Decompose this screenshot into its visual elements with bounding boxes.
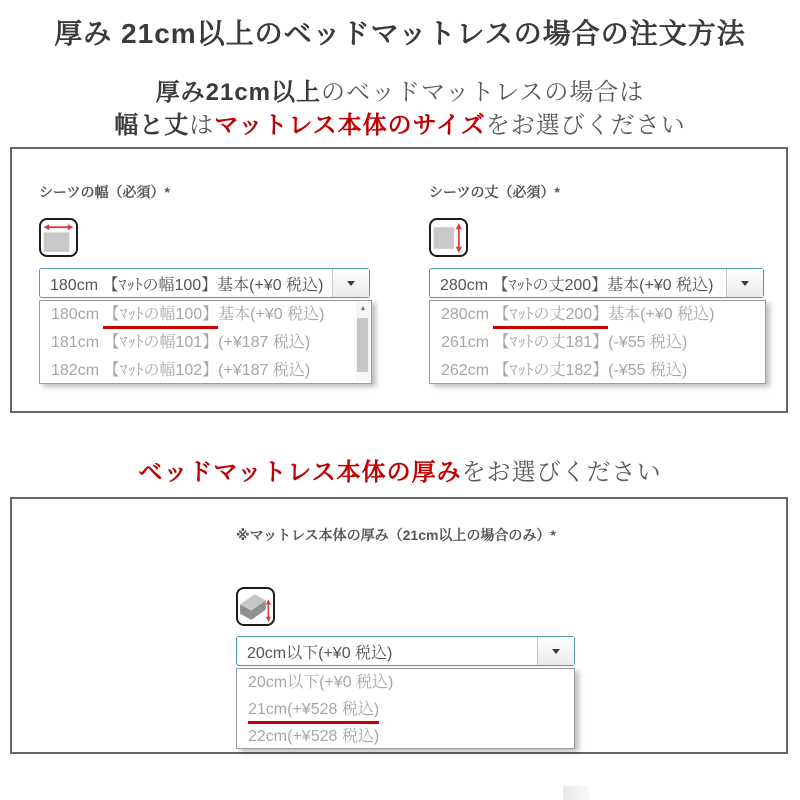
sheet-width-option-2[interactable]: 181cm 【ﾏｯﾄの幅101】(+¥187 税込) (51, 334, 311, 351)
mattress-width-arrow-icon (39, 218, 78, 257)
sheet-width-select[interactable] (39, 268, 370, 298)
subtitle-line2 (0, 105, 800, 140)
subtitle-line1-bold: 厚み21cm以上 (155, 79, 322, 106)
chevron-down-icon (741, 281, 749, 286)
sheet-width-selected-value: 180cm 【ﾏｯﾄの幅100】基本(+¥0 税込) (50, 276, 324, 294)
thickness-heading-red: ベッドマットレス本体の厚み (138, 459, 462, 486)
sheet-length-option-2[interactable]: 261cm 【ﾏｯﾄの丈181】(-¥55 税込) (441, 334, 688, 351)
thickness-heading (0, 452, 800, 487)
mattress-thickness-droplist (236, 668, 575, 749)
scrollbar-thumb[interactable] (357, 318, 368, 372)
subtitle-line1 (0, 72, 800, 107)
thickness-option-2[interactable] (237, 696, 574, 723)
width-length-panel (10, 147, 788, 413)
mattress-thickness-selected-value: 20cm以下(+¥0 税込) (247, 644, 393, 662)
sheet-length-dropdown-button[interactable] (726, 269, 763, 297)
sheet-width-label: シーツの幅（必須）* (39, 184, 170, 200)
subtitle-line2-bold: 幅と丈 (114, 112, 190, 139)
subtitle-line2-rest: をお選びください (485, 112, 686, 139)
sheet-length-select[interactable] (429, 268, 764, 298)
sheet-length-label: シーツの丈（必須）* (429, 184, 560, 200)
red-underlined-text: 21cm(+¥528 税込) (248, 700, 379, 724)
page-title: 厚み 21cm以上のベッドマットレスの場合の注文方法 (54, 18, 746, 49)
droplist-scrollbar[interactable] (356, 302, 370, 382)
mattress-length-arrow-graphic (431, 220, 466, 255)
scroll-up-icon[interactable]: ▲ (359, 305, 367, 312)
mattress-length-arrow-icon (429, 218, 468, 257)
sheet-length-droplist (429, 300, 766, 384)
thickness-option-1[interactable]: 20cm以下(+¥0 税込) (248, 674, 394, 691)
thickness-heading-rest: をお選びください (461, 459, 662, 486)
mattress-thickness-arrow-icon (236, 587, 275, 626)
mattress-width-arrow-graphic (41, 220, 76, 255)
mattress-thickness-select[interactable] (236, 636, 575, 666)
subtitle-line2-plain: は (189, 112, 215, 139)
chevron-down-icon (347, 281, 355, 286)
sheet-width-dropdown-button[interactable] (332, 269, 369, 297)
sheet-length-option-3[interactable]: 262cm 【ﾏｯﾄの丈182】(-¥55 税込) (441, 362, 688, 379)
mattress-thickness-arrow-graphic (238, 589, 273, 624)
sheet-width-droplist (39, 300, 372, 384)
chevron-down-icon (552, 649, 560, 654)
sheet-width-option-1[interactable]: 180cm 【ﾏｯﾄの幅100】基本(+¥0 税込) (40, 301, 371, 329)
sheet-length-option-1[interactable]: 280cm 【ﾏｯﾄの丈200】基本(+¥0 税込) (430, 301, 765, 329)
mattress-thickness-label: ※マットレス本体の厚み（21cm以上の場合のみ）* (236, 527, 556, 543)
scrollbar-fragment (563, 786, 589, 800)
subtitle-line1-rest: のベッドマットレスの場合は (321, 79, 645, 106)
mattress-thickness-dropdown-button[interactable] (537, 637, 574, 665)
sheet-width-option-3[interactable]: 182cm 【ﾏｯﾄの幅102】(+¥187 税込) (51, 362, 311, 379)
subtitle-line2-red: マットレス本体のサイズ (214, 112, 486, 139)
thickness-panel (10, 497, 788, 754)
sheet-length-selected-value: 280cm 【ﾏｯﾄの丈200】基本(+¥0 税込) (440, 276, 714, 294)
red-underlined-text: 【ﾏｯﾄの丈200】 (493, 305, 608, 329)
thickness-option-3[interactable]: 22cm(+¥528 税込) (248, 728, 380, 745)
red-underlined-text: 【ﾏｯﾄの幅100】 (103, 305, 218, 329)
